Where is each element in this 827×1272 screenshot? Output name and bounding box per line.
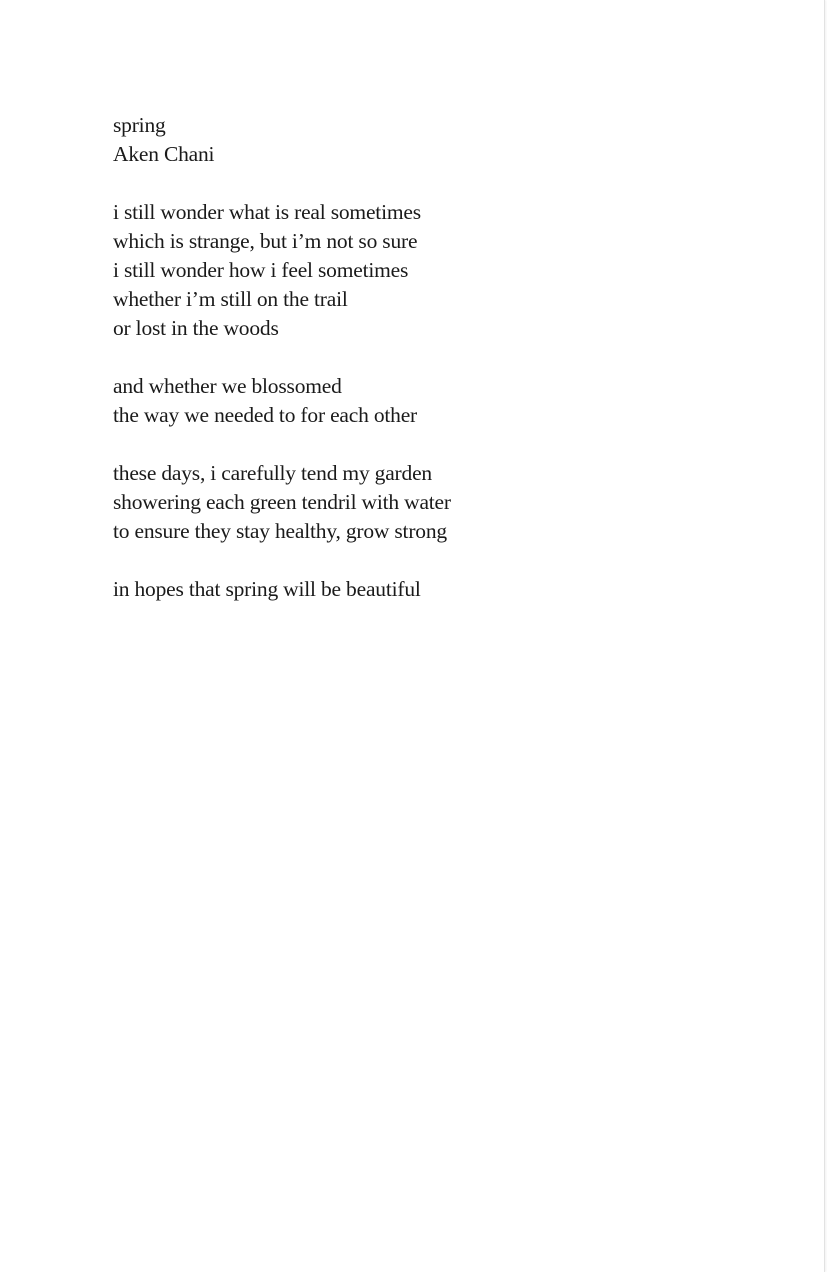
poem-line: or lost in the woods bbox=[113, 316, 279, 340]
poem-line: i still wonder what is real sometimes bbox=[113, 200, 421, 224]
poem-line: to ensure they stay healthy, grow strong bbox=[113, 519, 447, 543]
poem-line: the way we needed to for each other bbox=[113, 403, 418, 427]
poem-line: in hopes that spring will be beautiful bbox=[113, 577, 421, 601]
stanza-gap bbox=[113, 430, 451, 459]
poem-line: and whether we blossomed bbox=[113, 374, 342, 398]
poem-body bbox=[113, 111, 451, 604]
poem-author: Aken Chani bbox=[113, 142, 215, 166]
poem-line: whether i’m still on the trail bbox=[113, 287, 348, 311]
stanza-gap bbox=[113, 169, 451, 198]
poem-line: i still wonder how i feel sometimes bbox=[113, 258, 409, 282]
stanza-2 bbox=[113, 372, 451, 430]
stanza-gap bbox=[113, 343, 451, 372]
poem-title: spring bbox=[113, 113, 166, 137]
stanza-1 bbox=[113, 198, 451, 343]
poem-line: these days, i carefully tend my garden bbox=[113, 461, 432, 485]
stanza-4 bbox=[113, 575, 451, 604]
poem-line: which is strange, but i’m not so sure bbox=[113, 229, 418, 253]
poem-line: showering each green tendril with water bbox=[113, 490, 451, 514]
stanza-gap bbox=[113, 546, 451, 575]
stanza-3 bbox=[113, 459, 451, 546]
